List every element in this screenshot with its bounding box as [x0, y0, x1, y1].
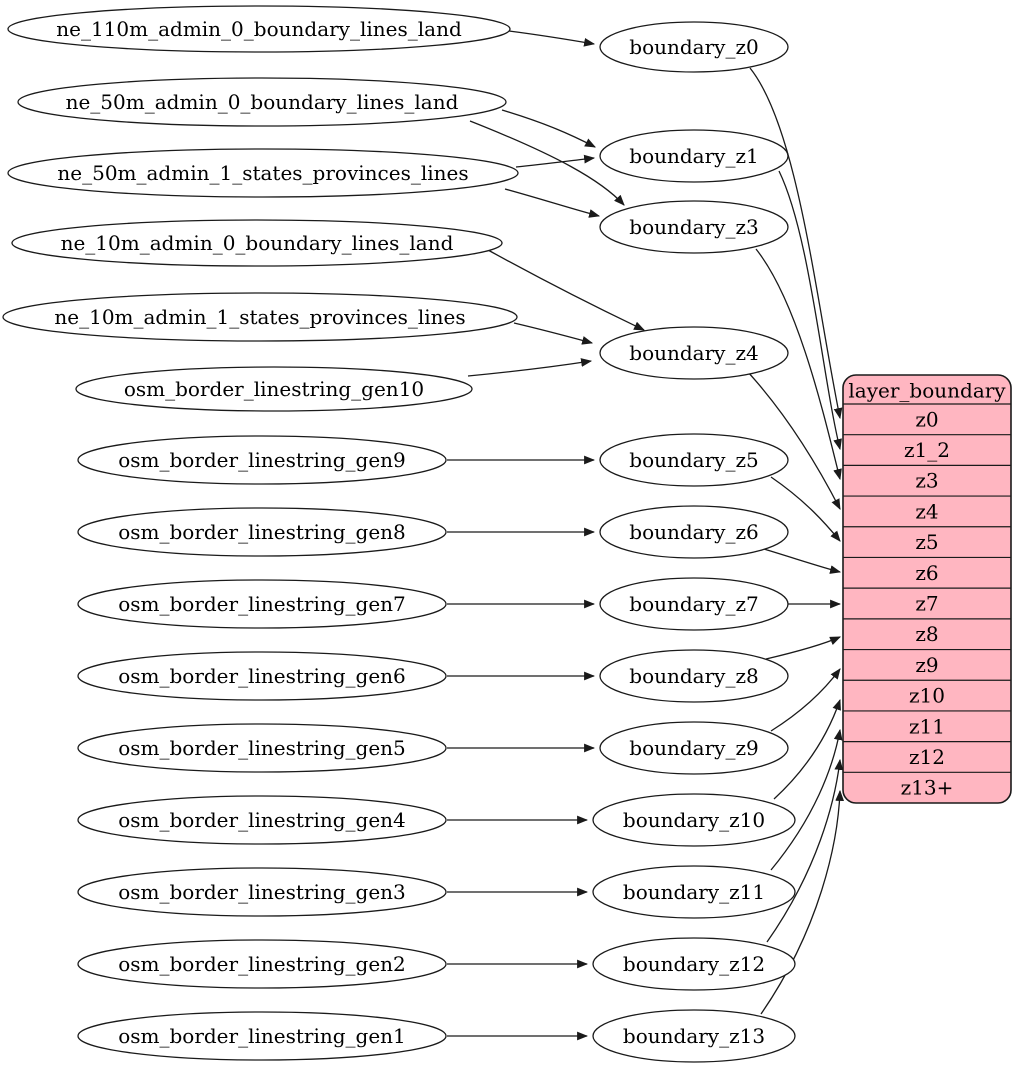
stage-node-boundary_z12 — [593, 938, 795, 990]
source-node-osm_border_linestring_gen6 — [78, 652, 446, 700]
node-label-osm_border_linestring_gen3: osm_border_linestring_gen3 — [118, 880, 406, 904]
source-node-osm_border_linestring_gen1 — [78, 1012, 446, 1060]
node-label-osm_border_linestring_gen4: osm_border_linestring_gen4 — [118, 808, 406, 832]
source-node-ne_10m_admin_0_boundary_lines_land — [12, 220, 502, 266]
node-label-boundary_z0: boundary_z0 — [629, 35, 759, 59]
node-label-boundary_z13: boundary_z13 — [622, 1024, 766, 1048]
stage-node-boundary_z11 — [593, 866, 795, 918]
table-row-label-z3: z3 — [915, 468, 939, 493]
node-label-boundary_z3: boundary_z3 — [629, 215, 759, 239]
stage-node-boundary_z6 — [600, 506, 788, 558]
source-node-osm_border_linestring_gen7 — [78, 580, 446, 628]
node-label-boundary_z12: boundary_z12 — [622, 952, 766, 976]
source-node-ne_110m_admin_0_boundary_lines_land — [8, 6, 510, 52]
source-node-ne_10m_admin_1_states_provinces_lines — [3, 293, 517, 341]
edge-boundary_z12-to-layer_boundary:z12 — [767, 760, 840, 942]
node-label-osm_border_linestring_gen1: osm_border_linestring_gen1 — [118, 1024, 406, 1048]
node-label-osm_border_linestring_gen9: osm_border_linestring_gen9 — [118, 448, 406, 472]
table-title: layer_boundary — [848, 378, 1006, 403]
node-label-ne_50m_admin_1_states_provinces_lines: ne_50m_admin_1_states_provinces_lines — [57, 161, 469, 185]
node-label-ne_10m_admin_0_boundary_lines_land: ne_10m_admin_0_boundary_lines_land — [60, 231, 454, 255]
source-node-osm_border_linestring_gen3 — [78, 868, 446, 916]
stage-node-boundary_z10 — [593, 794, 795, 846]
node-label-boundary_z6: boundary_z6 — [629, 520, 759, 544]
node-label-ne_10m_admin_1_states_provinces_lines: ne_10m_admin_1_states_provinces_lines — [54, 305, 466, 329]
edge-boundary_z8-to-layer_boundary:z8 — [766, 637, 840, 659]
edge-ne_10m_admin_1_states_provinces_lines-to-boundary_z4 — [514, 323, 592, 343]
stage-node-boundary_z5 — [600, 434, 788, 486]
table-row-label-z5: z5 — [915, 530, 939, 555]
source-node-osm_border_linestring_gen5 — [78, 724, 446, 772]
node-label-osm_border_linestring_gen10: osm_border_linestring_gen10 — [123, 377, 425, 401]
node-label-boundary_z1: boundary_z1 — [629, 144, 759, 168]
node-label-boundary_z8: boundary_z8 — [629, 664, 759, 688]
source-node-ne_50m_admin_0_boundary_lines_land — [18, 78, 506, 126]
edge-ne_50m_admin_0_boundary_lines_land-to-boundary_z1 — [502, 110, 595, 147]
stage-node-boundary_z1 — [600, 130, 788, 182]
node-label-osm_border_linestring_gen5: osm_border_linestring_gen5 — [118, 736, 406, 760]
edge-ne_110m_admin_0_boundary_lines_land-to-boundary_z0 — [509, 31, 594, 44]
source-node-ne_50m_admin_1_states_provinces_lines — [8, 149, 518, 197]
node-label-osm_border_linestring_gen2: osm_border_linestring_gen2 — [118, 952, 406, 976]
node-label-boundary_z5: boundary_z5 — [629, 448, 759, 472]
edge-ne_50m_admin_1_states_provinces_lines-to-boundary_z3 — [505, 189, 599, 216]
edge-osm_border_linestring_gen10-to-boundary_z4 — [468, 361, 591, 376]
node-label-osm_border_linestring_gen6: osm_border_linestring_gen6 — [118, 664, 406, 688]
table-layer_boundary — [843, 375, 1011, 803]
stage-node-boundary_z7 — [600, 578, 788, 630]
table-row-label-z9: z9 — [915, 652, 939, 677]
node-label-boundary_z11: boundary_z11 — [622, 880, 766, 904]
node-label-osm_border_linestring_gen7: osm_border_linestring_gen7 — [118, 592, 406, 616]
node-label-boundary_z4: boundary_z4 — [629, 341, 759, 365]
source-node-osm_border_linestring_gen2 — [78, 940, 446, 988]
table-row-label-z4: z4 — [915, 499, 939, 524]
source-node-osm_border_linestring_gen9 — [78, 436, 446, 484]
stage-node-boundary_z9 — [600, 722, 788, 774]
source-node-osm_border_linestring_gen8 — [78, 508, 446, 556]
node-label-boundary_z10: boundary_z10 — [622, 808, 766, 832]
stage-node-boundary_z3 — [600, 201, 788, 253]
stage-node-boundary_z8 — [600, 650, 788, 702]
stage-node-boundary_z13 — [593, 1010, 795, 1062]
table-row-label-z0: z0 — [915, 407, 939, 432]
table-row-label-z11: z11 — [909, 714, 945, 739]
node-label-ne_50m_admin_0_boundary_lines_land: ne_50m_admin_0_boundary_lines_land — [65, 90, 459, 114]
node-label-boundary_z7: boundary_z7 — [629, 592, 759, 616]
edge-boundary_z6-to-layer_boundary:z6 — [764, 549, 840, 572]
node-label-osm_border_linestring_gen8: osm_border_linestring_gen8 — [118, 520, 406, 544]
stage-node-boundary_z4 — [600, 327, 788, 379]
edge-ne_50m_admin_1_states_provinces_lines-to-boundary_z1 — [516, 158, 594, 167]
table-row-label-z8: z8 — [915, 622, 939, 647]
source-node-osm_border_linestring_gen10 — [76, 367, 472, 411]
stage-node-boundary_z0 — [600, 22, 788, 72]
table-row-label-z7: z7 — [915, 591, 939, 616]
node-label-boundary_z9: boundary_z9 — [629, 736, 759, 760]
table-row-label-z1_2: z1_2 — [904, 438, 950, 463]
table-row-label-z13+: z13+ — [900, 775, 954, 800]
edge-boundary_z4-to-layer_boundary:z4 — [747, 371, 840, 509]
source-node-osm_border_linestring_gen4 — [78, 796, 446, 844]
table-row-label-z6: z6 — [915, 560, 939, 585]
table-row-label-z10: z10 — [909, 683, 945, 708]
node-label-ne_110m_admin_0_boundary_lines_land: ne_110m_admin_0_boundary_lines_land — [56, 17, 462, 41]
table-row-label-z12: z12 — [909, 744, 945, 769]
edge-boundary_z1-to-layer_boundary:z1_2 — [779, 171, 840, 449]
